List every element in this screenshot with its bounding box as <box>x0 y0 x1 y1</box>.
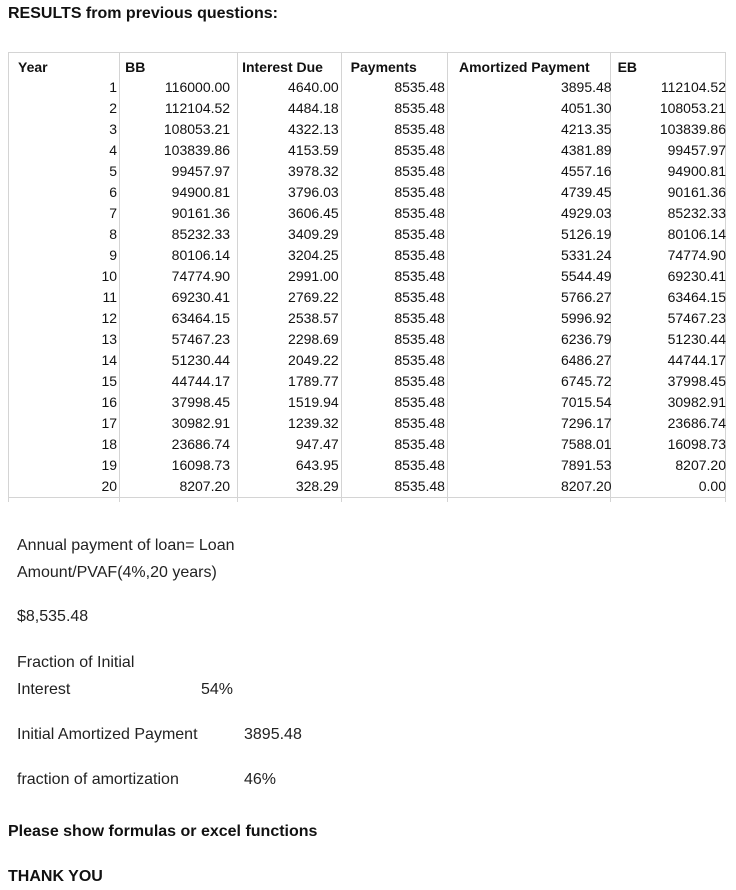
cell-year: 17 <box>101 415 118 431</box>
cell-year: 9 <box>109 247 118 263</box>
cell-amortized-payment: 4213.35 <box>560 121 612 137</box>
table-row <box>8 434 726 455</box>
cell-bb: 112104.52 <box>164 100 231 116</box>
cell-year: 6 <box>109 184 118 200</box>
cell-payments: 8535.48 <box>394 478 445 494</box>
cell-bb: 16098.73 <box>171 457 231 473</box>
cell-payments: 8535.48 <box>394 436 445 452</box>
fraction-amortization-label: fraction of amortization <box>17 771 179 788</box>
table-top-rule <box>8 52 726 53</box>
table-row <box>8 161 726 182</box>
cell-bb: 63464.15 <box>171 310 231 326</box>
cell-bb: 85232.33 <box>171 226 231 242</box>
cell-amortized-payment: 8207.20 <box>560 478 612 494</box>
cell-eb: 30982.91 <box>667 394 726 410</box>
cell-interest-due: 3978.32 <box>288 163 339 179</box>
table-row <box>8 77 726 98</box>
table-row <box>8 203 726 224</box>
cell-year: 5 <box>109 163 118 179</box>
cell-amortized-payment: 6236.79 <box>560 331 612 347</box>
cell-amortized-payment: 6745.72 <box>560 373 612 389</box>
table-row <box>8 119 726 140</box>
cell-interest-due: 3606.45 <box>288 205 339 221</box>
cell-year: 10 <box>101 268 118 284</box>
cell-amortized-payment: 4381.89 <box>560 142 612 158</box>
table-bottom-rule <box>8 497 726 498</box>
cell-year: 11 <box>102 289 118 305</box>
cell-year: 8 <box>109 226 118 242</box>
cell-year: 2 <box>109 100 118 116</box>
table-row <box>8 371 726 392</box>
cell-interest-due: 2049.22 <box>288 352 339 368</box>
cell-interest-due: 3204.25 <box>288 247 339 263</box>
cell-payments: 8535.48 <box>394 289 445 305</box>
cell-bb: 51230.44 <box>171 352 231 368</box>
table-row <box>8 476 726 497</box>
cell-amortized-payment: 7296.17 <box>560 415 612 431</box>
column-header-payments: Payments <box>350 59 417 75</box>
cell-amortized-payment: 4557.16 <box>560 163 612 179</box>
cell-payments: 8535.48 <box>394 79 445 95</box>
cell-eb: 37998.45 <box>667 373 726 389</box>
cell-eb: 80106.14 <box>667 226 726 242</box>
cell-amortized-payment: 4739.45 <box>560 184 612 200</box>
cell-year: 20 <box>101 478 118 494</box>
cell-payments: 8535.48 <box>394 352 445 368</box>
formulas-request: Please show formulas or excel functions <box>8 823 318 840</box>
cell-interest-due: 328.29 <box>295 478 339 494</box>
cell-bb: 23686.74 <box>171 436 231 452</box>
cell-payments: 8535.48 <box>394 331 445 347</box>
cell-year: 14 <box>101 352 118 368</box>
cell-bb: 94900.81 <box>171 184 231 200</box>
cell-eb: 103839.86 <box>659 121 726 137</box>
cell-payments: 8535.48 <box>394 184 445 200</box>
cell-interest-due: 2769.22 <box>288 289 339 305</box>
cell-amortized-payment: 5544.49 <box>560 268 612 284</box>
table-row <box>8 140 726 161</box>
cell-amortized-payment: 6486.27 <box>560 352 612 368</box>
table-row <box>8 350 726 371</box>
thank-you: THANK YOU <box>8 868 103 885</box>
cell-amortized-payment: 5766.27 <box>560 289 612 305</box>
cell-interest-due: 2538.57 <box>288 310 339 326</box>
annual-payment-label-line1: Annual payment of loan= Loan <box>17 537 235 554</box>
cell-eb: 0.00 <box>698 478 726 494</box>
cell-bb: 74774.90 <box>171 268 231 284</box>
cell-year: 15 <box>101 373 118 389</box>
initial-amortized-label: Initial Amortized Payment <box>17 726 198 743</box>
table-header-row <box>8 57 726 77</box>
fraction-interest-value: 54% <box>201 681 234 698</box>
table-row <box>8 98 726 119</box>
cell-bb: 44744.17 <box>171 373 231 389</box>
table-row <box>8 266 726 287</box>
fraction-interest-label-line1: Fraction of Initial <box>17 654 135 671</box>
cell-eb: 51230.44 <box>667 331 726 347</box>
cell-payments: 8535.48 <box>394 205 445 221</box>
cell-interest-due: 2991.00 <box>288 268 339 284</box>
initial-amortized-value: 3895.48 <box>244 726 302 743</box>
cell-eb: 85232.33 <box>667 205 726 221</box>
cell-interest-due: 4640.00 <box>288 79 339 95</box>
cell-interest-due: 4484.18 <box>288 100 339 116</box>
column-header-amortized-payment: Amortized Payment <box>458 59 590 75</box>
cell-year: 1 <box>109 79 118 95</box>
table-row <box>8 455 726 476</box>
cell-year: 16 <box>101 394 118 410</box>
column-header-year: Year <box>18 59 48 75</box>
cell-year: 13 <box>101 331 118 347</box>
cell-interest-due: 1519.94 <box>288 394 339 410</box>
cell-interest-due: 4322.13 <box>288 121 339 137</box>
fraction-interest-label-line2: Interest <box>17 681 71 698</box>
cell-payments: 8535.48 <box>394 310 445 326</box>
cell-eb: 23686.74 <box>667 415 726 431</box>
annual-payment-label-line2: Amount/PVAF(4%,20 years) <box>17 564 217 581</box>
cell-eb: 90161.36 <box>667 184 726 200</box>
cell-amortized-payment: 4929.03 <box>560 205 612 221</box>
cell-amortized-payment: 4051.30 <box>560 100 612 116</box>
cell-year: 12 <box>101 310 118 326</box>
cell-eb: 108053.21 <box>659 100 726 116</box>
cell-interest-due: 947.47 <box>295 436 339 452</box>
cell-eb: 74774.90 <box>667 247 726 263</box>
table-row <box>8 308 726 329</box>
cell-payments: 8535.48 <box>394 163 445 179</box>
cell-eb: 94900.81 <box>667 163 726 179</box>
cell-eb: 16098.73 <box>667 436 726 452</box>
cell-year: 3 <box>109 121 118 137</box>
cell-payments: 8535.48 <box>394 457 445 473</box>
cell-interest-due: 3796.03 <box>288 184 339 200</box>
cell-year: 18 <box>101 436 118 452</box>
table-row <box>8 182 726 203</box>
cell-payments: 8535.48 <box>394 415 445 431</box>
table-row <box>8 392 726 413</box>
cell-payments: 8535.48 <box>394 100 445 116</box>
cell-amortized-payment: 5126.19 <box>560 226 612 242</box>
cell-eb: 8207.20 <box>675 457 726 473</box>
cell-interest-due: 3409.29 <box>288 226 339 242</box>
cell-bb: 69230.41 <box>171 289 231 305</box>
table-row <box>8 329 726 350</box>
fraction-amortization-value: 46% <box>244 771 277 788</box>
cell-interest-due: 1239.32 <box>288 415 339 431</box>
cell-bb: 99457.97 <box>171 163 231 179</box>
cell-payments: 8535.48 <box>394 121 445 137</box>
cell-bb: 108053.21 <box>163 121 231 137</box>
annual-payment-value: $8,535.48 <box>17 608 89 625</box>
cell-eb: 99457.97 <box>667 142 726 158</box>
cell-amortized-payment: 7015.54 <box>560 394 612 410</box>
cell-bb: 57467.23 <box>171 331 231 347</box>
amortization-table <box>8 52 726 502</box>
cell-interest-due: 1789.77 <box>288 373 339 389</box>
cell-interest-due: 643.95 <box>295 457 339 473</box>
cell-interest-due: 2298.69 <box>288 331 339 347</box>
cell-interest-due: 4153.59 <box>288 142 339 158</box>
cell-payments: 8535.48 <box>394 394 445 410</box>
cell-year: 4 <box>109 142 118 158</box>
cell-payments: 8535.48 <box>394 142 445 158</box>
cell-amortized-payment: 5996.92 <box>560 310 612 326</box>
cell-bb: 37998.45 <box>171 394 231 410</box>
cell-amortized-payment: 5331.24 <box>560 247 612 263</box>
cell-bb: 116000.00 <box>164 79 231 95</box>
results-heading: RESULTS from previous questions: <box>8 5 278 22</box>
cell-bb: 8207.20 <box>179 478 231 494</box>
cell-payments: 8535.48 <box>394 247 445 263</box>
column-header-eb: EB <box>617 59 638 75</box>
table-row <box>8 224 726 245</box>
cell-amortized-payment: 7891.53 <box>560 457 612 473</box>
cell-eb: 112104.52 <box>660 79 726 95</box>
cell-payments: 8535.48 <box>394 268 445 284</box>
column-header-bb: BB <box>125 59 146 75</box>
cell-year: 19 <box>101 457 118 473</box>
cell-payments: 8535.48 <box>394 226 445 242</box>
cell-year: 7 <box>109 205 118 221</box>
cell-bb: 80106.14 <box>171 247 231 263</box>
table-row <box>8 287 726 308</box>
cell-eb: 63464.15 <box>667 289 726 305</box>
table-row <box>8 413 726 434</box>
table-row <box>8 245 726 266</box>
cell-payments: 8535.48 <box>394 373 445 389</box>
cell-eb: 69230.41 <box>667 268 726 284</box>
cell-eb: 57467.23 <box>667 310 726 326</box>
cell-amortized-payment: 7588.01 <box>560 436 612 452</box>
cell-eb: 44744.17 <box>667 352 726 368</box>
column-header-interest-due: Interest Due <box>242 59 323 75</box>
cell-bb: 90161.36 <box>171 205 231 221</box>
cell-bb: 103839.86 <box>163 142 231 158</box>
cell-bb: 30982.91 <box>171 415 231 431</box>
cell-amortized-payment: 3895.48 <box>560 79 612 95</box>
